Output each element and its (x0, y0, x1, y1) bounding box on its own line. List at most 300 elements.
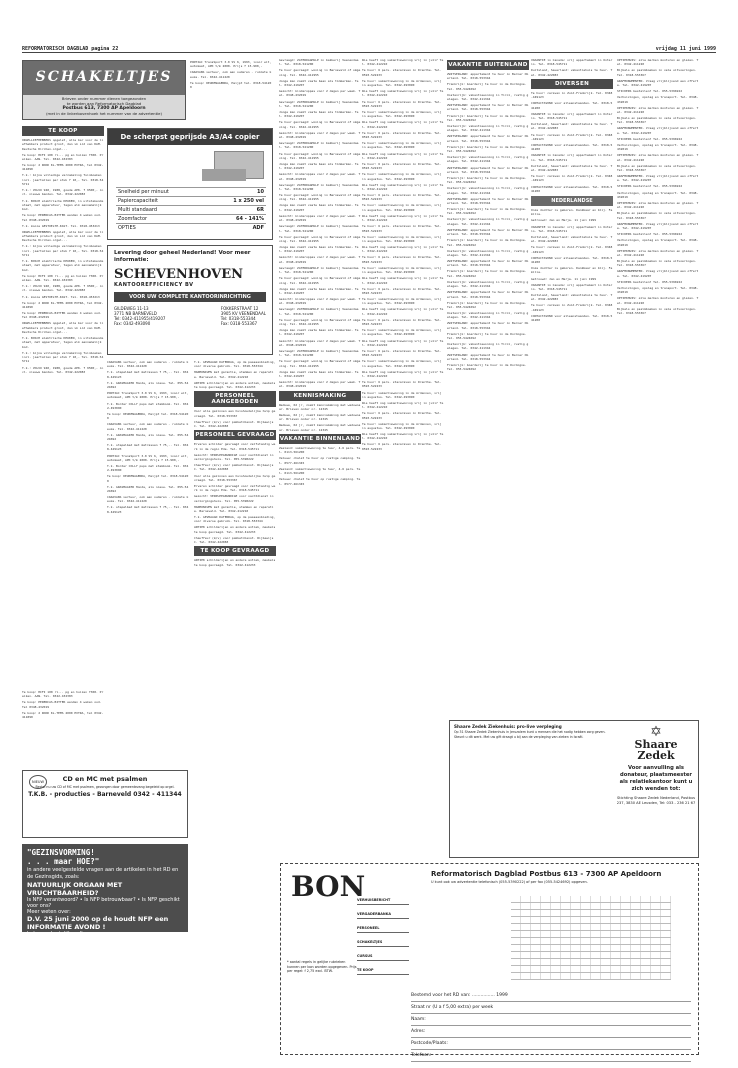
classified-ad: Oostenrijk: vakantiewoning in Tirol, rustig gelegen. Tel. 0342-411344 (447, 248, 529, 257)
classified-ad: Gevraagd: ZATERDAGHULP in bakkerij Veenendaal. Tel. 0318-541200 (279, 58, 359, 67)
classified-ad: Te huur: vakantiewoning in de Ardennen, vrij in augustus. Tel. 0342-493090 (362, 359, 442, 368)
classified-ad: Te koop: 2 ROOD KL-TEMS 2000 EXTRA, tel 0342-411890 (22, 163, 104, 172)
classified-ad: Ervaren schilder gevraagd voor zelfstandig werk in de regio Ede. Tel. 0318-545711 (194, 483, 276, 493)
cd-mc-title: CD en MC met psalmen (62, 775, 148, 783)
classified-ad: Frankrijk: boerderij te huur in de Dordogne. Tel. 055-5424692 (447, 113, 527, 122)
classified-ad: Te huur: vakantiewoning in de Ardennen, vrij in augustus. Tel. 0342-493090 (362, 109, 442, 119)
classified-list (194, 409, 276, 428)
classified-ad: Gezocht: kinderoppas voor 2 dagen per week. Tel. 0348-432019 (279, 380, 361, 389)
classified-ad: ZWITSERLAND: appartement te huur in Berner Oberland. Tel. 0318-553344 (447, 196, 529, 205)
classified-ad: Bijbels en psalmboeken in vele uitvoeringen. Tel. 0318-553367 (617, 116, 697, 125)
classified-ad: Te koop: 2 ROOD KL-TEMS 2000 EXTRA, tel 0342-411890 (22, 710, 104, 720)
classified-ad: Te huur: 6 pers. stacaravan in Drenthe. Tel. 0593-522233 (362, 348, 442, 358)
classified-ad: HARMONIUMS met garantie, stemmen en reparatie. Barneveld. Tel. 0342-412210 (194, 370, 274, 379)
gezins-line: "GEZINSVORMING! (27, 848, 95, 857)
field-name[interactable]: Naam: (411, 1014, 691, 1026)
classified-ad: Te huur: vakantiewoning in de Ardennen, vrij in augustus. Tel. 0342-493090 (362, 421, 442, 430)
classified-ad: Chauffeur (m/v) voor pakketdienst. Rijbewijs C. Tel. 0342-422083 (194, 419, 274, 429)
classified-ad: GRAFMONUMENTEN. Vraag vrijblijvend een offerte. Tel. 0342-419207 (617, 221, 699, 231)
masthead-date: vrijdag 11 juni 1999 (655, 46, 716, 52)
coupon-heading: Reformatorisch Dagblad Postbus 613 - 7300 AP Apeldoorn (431, 870, 662, 878)
shaare-logo: Shaare Zedek (634, 738, 678, 762)
classified-ad: Jonge man zoekt vaste baan als timmerman. Tel. 0342-419207 (279, 203, 359, 212)
classified-ad: T.k.: bijna volledige verzameling Tuinboeken incl. jaartallen per stuk f 10,- Tel. 0318-545711 (22, 173, 104, 187)
classified-ad: Oostenrijk: vakantiewoning in Tirol, rustig gelegen. Tel. 0342-411344 (447, 279, 529, 289)
classified-ad: ORGELLIEFHEBBERS opgelet, alle bar voor de liefhebbers product groot, dan vk Lid van KAM. Deutsche Kirchen-orgel... (22, 229, 104, 243)
classified-list (279, 58, 361, 389)
classified-ad: Verhuizingen, opslag en transport. Tel. 0348-432019 (617, 95, 699, 104)
classified-ad: Te huur gevraagd: woning in Barneveld of omgeving. Tel. 0342-411955 (279, 359, 361, 368)
spec-value: 10 (208, 188, 266, 197)
classified-ad: T.k. BOSCH elektrische KEUKEN, in uitstekende staat, met apparatuur, tegen elk aannemelijk bod. (22, 336, 104, 349)
classified-ad: T.k.: VOLVO 940, 1988, goede APK. f 9500,- incl. nieuwe banden. Tel. 0342-422083 (22, 284, 104, 293)
nieuw-badge: NIEUW (29, 775, 47, 789)
classified-ad: CARAVANS verhuur, ook aan ouderen - ruimste keuze. Tel. 0342-411220 (190, 70, 272, 79)
classified-ad: Wie heeft nog vakantiewoning vrij in juli? Tel. 0342-412210 (362, 182, 444, 191)
classified-ad: Duitsland, Sauerland: vakantiehuis te huur. Tel. 0342-422083 (531, 234, 613, 244)
gezins-headline (22, 844, 188, 866)
schevenhoven-intro: Levering door geheel Nederland! Voor meer informatie: (114, 250, 251, 263)
classified-ad: Te huur: caravan in Zuid-Frankrijk. Tel. 0348-449123 (531, 245, 613, 254)
section-head: KENNISMAKING (279, 391, 361, 401)
classified-ad: Te huur: vakantiewoning in de Ardennen, vrij in augustus. Tel. 0342-493090 (362, 390, 442, 399)
classified-ad: Wie heeft nog vakantiewoning vrij in juli? Tel. 0342-412210 (362, 213, 444, 223)
copier-ad (107, 128, 273, 240)
classified-ad: Frankrijk: boerderij te huur in de Dordogne. Tel. 055-5424692 (447, 238, 527, 247)
classified-ad: Gevraagd: ZATERDAGHULP in bakkerij Veenendaal. Tel. 0318-541200 (279, 99, 359, 108)
column-b (107, 360, 189, 516)
classified-ad: ANTIEK schilderijen en andere antiek, meubels te koop gevraagd. Tel. 0342-412233 (194, 558, 276, 567)
rubric-option[interactable]: CURSUS (357, 952, 409, 961)
classified-ad: Te huur gevraagd: woning in Barneveld of omgeving. Tel. 0342-411955 (279, 151, 361, 160)
classified-ad: Oostenrijk: vakantiewoning in Tirol, rustig gelegen. Tel. 0342-411344 (447, 92, 529, 102)
classified-ad: Onze dochter is geboren. Dankbaar en blij. Familie. (531, 266, 613, 275)
section-head: TE KOOP GEVRAAGD (194, 546, 276, 556)
classified-ad: Gevraagd: ZATERDAGHULP in bakkerij Veenendaal. Tel. 0318-541200 (279, 307, 359, 316)
classified-ad: STICKERS bestellen? Tel. 055-5390222 (617, 184, 683, 189)
schakeltjes-line: (met in de linkerbovenhoek het nummer van de advertentie) (46, 111, 162, 116)
classified-ad: Te huur: 6 pers. stacaravan in Drenthe. Tel. 0593-522233 (362, 380, 442, 389)
classified-ad: Jonge man zoekt vaste baan als timmerman. Tel. 0342-419207 (279, 369, 359, 379)
spec-row (116, 188, 266, 197)
classified-ad: Bijbels en psalmboeken in vele uitvoeringen. Tel. 0318-553367 (617, 259, 697, 268)
rubric-option[interactable]: SCHAKELTJES (357, 938, 409, 947)
field-publish-date[interactable]: Bestemd voor het RD van: ................ 1999 (411, 990, 691, 1002)
coupon-letter-grid[interactable] (511, 896, 671, 980)
classified-ad: Wie heeft nog vakantiewoning vrij in juli? Tel. 0342-412210 (362, 276, 444, 285)
classified-ad: Frankrijk: boerderij te huur in de Dordogne. Tel. 055-5424692 (447, 362, 527, 372)
classified-ad: Te huur: caravan in Zuid-Frankrijk. Tel. 0348-449123 (531, 303, 613, 312)
classified-ad: T.k.: bijna volledige verzameling Tuinboeken incl. jaartallen per stuk f 10,- Tel. 0318-545711 (22, 244, 104, 257)
classified-ad: Zeeland: vakantiewoning te huur, 4-6 pers. Tel. 0113-561200 (279, 466, 361, 476)
classified-ad: Duitsland, Sauerland: vakantiehuis te huur. Tel. 0342-422083 (531, 122, 613, 131)
classified-list (447, 72, 529, 372)
classified-ad: OPTIEKHUIS: alle merken monturen en glazen. Tel. 0342-411220 (617, 58, 699, 67)
classified-ad: HARMONIUMS met garantie, stemmen en reparatie. Barneveld. Tel. 0342-412210 (194, 504, 274, 513)
classified-ad: Weduwe, 62 jr, zoekt kennismaking met weduwnaar. Brieven onder nr. 12345 (279, 402, 361, 411)
classified-ad: Verhuizingen, opslag en transport. Tel. 0348-432019 (617, 142, 699, 152)
classified-ad: Te huur: caravan in Zuid-Frankrijk. Tel. 0348-449123 (531, 132, 613, 141)
classified-ad: Weduwe, 62 jr, zoekt kennismaking met weduwnaar. Brieven onder nr. 12345 (279, 423, 361, 432)
classified-ad: T.k. Border COLLY pups met stamboom. Tel. 0342-493090 (107, 401, 189, 410)
letter-row[interactable] (511, 896, 671, 903)
classified-ad: Bijbels en psalmboeken in vele uitvoeringen. Tel. 0318-553367 (617, 306, 697, 315)
classified-ad: T.k. GRASMAAIER Honda, als nieuw. Tel. 055-5424692 (107, 432, 189, 442)
schakeltjes-subtitle (23, 95, 185, 117)
classified-ad: T.k.: bijna volledige verzameling Tuinboeken incl. jaartallen per stuk f 10,- Tel. 0318-545711 (22, 350, 104, 364)
classified-ad: STICKERS bestellen? Tel. 055-5390222 (617, 136, 683, 141)
letter-row[interactable] (511, 903, 671, 910)
classified-ad: Te koop: PERENCAS-BITTER eenden 4 weken oud. Tel 0348-432019 (22, 311, 102, 320)
classified-ad: Duitsland, Sauerland: vakantiehuis te huur. Tel. 0342-422083 (531, 68, 613, 77)
copier-tray-image (202, 169, 246, 181)
spec-row (116, 224, 266, 233)
classified-ad: Oostenrijk: vakantiewoning in Tirol, rustig gelegen. Tel. 0342-411344 (447, 342, 529, 351)
column-a-bottom (22, 690, 104, 721)
classified-ad: PONTIAC TransSport 3.0 SV 6, 1993, ivoor wit, automaat, APK t/m 2000. Prijs f 15.900,- (107, 453, 189, 462)
classified-ad: Te koop: HIFI 100 rl... pg en huizen f300. Pr eiken. AAN. Tel. 0342-432383 (22, 690, 104, 699)
classified-ad: Wie heeft nog vakantiewoning vrij in juli? Tel. 0342-412210 (362, 89, 444, 98)
classified-ad: Wie heeft nog vakantiewoning vrij in juli? Tel. 0342-412210 (362, 58, 444, 67)
classified-ad: Veluwe: chalet te huur op rustige camping. Tel. 0577-461345 (279, 477, 361, 486)
schevenhoven-logo (108, 264, 272, 288)
classified-ad: Duitsland, Sauerland: vakantiehuis te huur. Tel. 0342-422083 (531, 293, 613, 302)
column-e (362, 58, 444, 453)
classified-ad: Oostenrijk: vakantiewoning in Tirol, rustig gelegen. Tel. 0342-411344 (447, 155, 529, 164)
classified-ad: Gezocht: kinderoppas voor 2 dagen per week. Tel. 0348-432019 (279, 130, 361, 140)
classified-ad: T.k. mooie GESTOELTE-KAST. Tel. 0318-453213 (22, 223, 100, 228)
letter-row[interactable] (511, 931, 671, 938)
classified-ad: ZWITSERLAND: appartement te huur in Berner Oberland. Tel. 0318-553344 (447, 290, 529, 299)
classified-ad: Te huur: 6 pers. stacaravan in Drenthe. Tel. 0593-522233 (362, 161, 442, 171)
letter-row[interactable] (511, 938, 671, 945)
classified-ad: Frankrijk: boerderij te huur in de Dordogne. Tel. 055-5424692 (447, 82, 527, 91)
classified-list (194, 442, 276, 544)
classified-ad: ZWITSERLAND: appartement te huur in Berner Oberland. Tel. 0318-553344 (447, 103, 529, 112)
cd-mc-footer: T.K.B. - producties - Barneveld 0342 - 411344 (28, 791, 182, 799)
letter-row[interactable] (511, 952, 671, 959)
letter-row[interactable] (511, 966, 671, 973)
column-d (279, 58, 361, 488)
classified-ad: Jonge man zoekt vaste baan als timmerman. Tel. 0342-419207 (279, 328, 359, 337)
gezins-intro: in andere veelgestelde vragen aan de artikelen in het RD en de Gezinsgids, zoals: (27, 867, 179, 880)
classified-ad: Te huur gevraagd: woning in Barneveld of omgeving. Tel. 0342-411955 (279, 120, 361, 129)
classified-ad: Verhuizingen, opslag en transport. Tel. 0348-432019 (617, 238, 699, 247)
classified-ad: OPTIEKHUIS: alle merken monturen en glazen. Tel. 0342-411220 (617, 105, 699, 114)
classified-ad: Frankrijk: boerderij te huur in de Dordogne. Tel. 055-5424692 (447, 269, 527, 278)
spec-row (116, 215, 266, 224)
schevenhoven-subname: KANTOOREFFICIENCY BV (114, 282, 194, 288)
classified-ad: Chauffeur (m/v) voor pakketdienst. Rijbewijs C. Tel. 0342-422083 (194, 535, 274, 545)
rubric-option[interactable]: PERSONEEL (357, 924, 409, 933)
letter-row[interactable] (511, 959, 671, 966)
classified-ad: T.k. BOSCH elektrische KEUKEN, in uitstekende staat, met apparatuur, tegen elk aannemelijk bod. (22, 259, 104, 272)
letter-row[interactable] (511, 910, 671, 917)
classified-ad: Te huur gevraagd: woning in Barneveld of omgeving. Tel. 0342-411955 (279, 234, 361, 243)
classified-ad: Gezocht: kinderoppas voor 2 dagen per week. Tel. 0348-432019 (279, 172, 361, 181)
spec-value: 1 x 250 vel (208, 197, 266, 206)
shaare-zedek-ad (449, 720, 699, 858)
classified-ad: Wie heeft nog vakantiewoning vrij in juli? Tel. 0342-412210 (362, 120, 444, 129)
schevenhoven-addresses (108, 306, 272, 326)
classified-ad: Voor alle gezinnen een huishoudelijke hulp gevraagd. Tel. 0318-553367 (194, 409, 276, 418)
classified-ad: Te huur: 6 pers. stacaravan in Drenthe. Tel. 0593-522233 (362, 99, 442, 108)
shaare-left (454, 725, 612, 739)
classified-ad: ZWITSERLAND: appartement te huur in Berner Oberland. Tel. 0318-553344 (447, 259, 529, 268)
field-phone[interactable]: Telefoon: (411, 1050, 691, 1062)
classified-ad: ORGELLIEFHEBBERS opgelet, alle bar voor de liefhebbers product groot, dan vk Lid van KAM. Deutsche Kirchen-orgel... (22, 321, 104, 335)
classified-ad: Te huur gevraagd: woning in Barneveld of omgeving. Tel. 0342-411955 (279, 193, 361, 202)
classified-ad: Te huur: vakantiewoning in de Ardennen, vrij in augustus. Tel. 0342-493090 (362, 172, 442, 181)
classified-ad: Te huur: vakantiewoning in de Ardennen, vrij in augustus. Tel. 0342-493090 (362, 265, 442, 275)
classified-ad: VAKANTIE in Canada: vrij appartement in Ontario. Tel. 0318-545711 (531, 282, 613, 291)
classified-ad: Te huur: vakantiewoning in de Ardennen, vrij in augustus. Tel. 0342-493090 (362, 203, 442, 212)
classified-ad: Wie heeft nog vakantiewoning vrij in juli? Tel. 0342-412210 (362, 369, 444, 379)
classified-ad: Onze dochter is geboren. Dankbaar en blij. Familie. (531, 208, 613, 217)
classified-ad: T.k. mooie GESTOELTE-KAST. Tel. 0318-453213 (22, 294, 100, 299)
schakeltjes-header (22, 60, 186, 120)
classified-ad: Te koop: KEUKENAGENDA, Heijpt tel. 0318-541200 (190, 80, 272, 90)
classified-ad: OPTIEKHUIS: alle merken monturen en glazen. Tel. 0342-411220 (617, 200, 699, 210)
classified-ad: ZWITSERLAND: appartement te huur in Berner Oberland. Tel. 0318-553344 (447, 165, 529, 174)
classified-list (190, 60, 272, 89)
classified-ad: Te huur gevraagd: woning in Barneveld of omgeving. Tel. 0342-411955 (279, 317, 361, 327)
schakeltjes-title: SCHAKELTJES (23, 61, 185, 95)
classified-ad: VAKANTIE in Canada: vrij appartement in Ontario. Tel. 0318-545711 (531, 153, 613, 162)
classified-ad: Bijbels en psalmboeken in vele uitvoeringen. Tel. 0318-553367 (617, 68, 697, 77)
gezinsvorming-ad (22, 844, 188, 938)
classified-ad: T.k. BOSCH elektrische KEUKEN, in uitstekende staat, met apparatuur, tegen elk aannemelijk bod. (22, 198, 104, 212)
classified-list (194, 558, 276, 567)
classified-ad: CONTACTAVOND voor alleenstaanden. Tel. 0318-541200 (531, 313, 613, 323)
classified-ad: Jonge man zoekt vaste baan als timmerman. Tel. 0342-419207 (279, 78, 359, 88)
classified-ad: PONTIAC TransSport 3.0 SV 6, 1993, ivoor wit, automaat, APK t/m 2000. Prijs f 15.900,- (107, 391, 189, 400)
classified-ad: Te huur: 6 pers. stacaravan in Drenthe. Tel. 0593-522233 (362, 193, 442, 202)
schevenhoven-ad (107, 245, 273, 355)
classified-ad: ZWITSERLAND: appartement te huur in Berner Oberland. Tel. 0318-553344 (447, 72, 529, 81)
classified-ad: Te huur: vakantiewoning in de Ardennen, vrij in augustus. Tel. 0342-493090 (362, 328, 442, 337)
classified-ad: Te huur: 6 pers. stacaravan in Drenthe. Tel. 0593-522233 (362, 286, 442, 295)
classified-ad: VAKANTIE in Canada: vrij appartement in Ontario. Tel. 0318-545711 (531, 224, 613, 233)
classified-ad: Jonge man zoekt vaste baan als timmerman. Tel. 0342-419207 (279, 286, 359, 295)
classified-ad: T.k.: VOLVO 940, 1988, goede APK. f 9500,- incl. nieuwe banden. Tel. 0342-422083 (22, 188, 104, 197)
copier-ad-title: De scherpst geprijsde A3/A4 copier (108, 129, 272, 145)
classified-ad: STICKERS bestellen? Tel. 055-5390222 (617, 232, 683, 237)
classified-ad: Gezocht: VERPLEEGKUNDIGE voor nachtdienst in verzorgingshuis. Tel. 055-5390222 (194, 452, 274, 462)
classified-ad: T.k.: VOLVO 940, 1988, goede APK. f 9500,- incl. nieuwe banden. Tel. 0342-422083 (22, 365, 104, 374)
schevenhoven-name: SCHEVENHOVEN (114, 267, 244, 282)
rubric-option[interactable]: TE KOOP (357, 966, 409, 975)
classified-list (194, 360, 276, 389)
classified-ad: CARAVANS verhuur, ook aan ouderen - ruimste keuze. Tel. 0342-411220 (107, 495, 189, 504)
classified-ad: Oostenrijk: vakantiewoning in Tirol, rustig gelegen. Tel. 0342-411344 (447, 186, 529, 195)
classified-ad: Wie heeft nog vakantiewoning vrij in juli? Tel. 0342-412210 (362, 307, 444, 316)
classified-ad: STICKERS bestellen? Tel. 055-5390222 (617, 279, 683, 284)
column-f (447, 58, 529, 373)
classified-ad: ZWITSERLAND: appartement te huur in Berner Oberland. Tel. 0318-553344 (447, 134, 529, 143)
classified-ad: Te huur: 6 pers. stacaravan in Drenthe. Tel. 0593-522233 (362, 130, 442, 140)
schevenhoven-bar: VOOR UW COMPLETE KANTOORINRICHTING (114, 292, 266, 302)
copier-spec-table (116, 187, 266, 232)
classified-ad: T.k. GEVRAAGD DATENDAG, op de paasaanbieding, voor diverse gebruik. Tel. 0318-553344 (194, 515, 276, 524)
classified-ad: Te huur: 6 pers. stacaravan in Drenthe. Tel. 0593-522233 (362, 224, 442, 233)
classified-ad: Wie heeft nog vakantiewoning vrij in juli? Tel. 0342-412210 (362, 400, 444, 410)
classified-list (531, 58, 613, 77)
classified-ad: Oostenrijk: vakantiewoning in Tirol, rustig gelegen. Tel. 0342-411344 (447, 217, 529, 226)
classified-ad: Frankrijk: boerderij te huur in de Dordogne. Tel. 055-5424692 (447, 331, 527, 341)
classified-ad: GRAFMONUMENTEN. Vraag vrijblijvend een offerte. Tel. 0342-419207 (617, 126, 699, 135)
classified-ad: T.k. Border COLLY pups met stamboom. Tel. 0342-493090 (107, 463, 189, 473)
classified-ad: Bijbels en psalmboeken in vele uitvoeringen. Tel. 0318-553367 (617, 211, 697, 220)
field-postcode[interactable]: Postcode/Plaats: (411, 1038, 691, 1050)
schakeltjes-address: Postbus 613, 7300 AP Apeldoorn (62, 106, 146, 111)
field-extra[interactable]: Straat nr (U a f 5,00 extra) per week (411, 1002, 691, 1014)
classified-ad: CONTACTAVOND voor alleenstaanden. Tel. 0318-541200 (531, 101, 613, 110)
masthead-left: REFORMATORISCH DAGBLAD pagina 22 (22, 46, 119, 52)
classified-ad: Verhuizingen, opslag en transport. Tel. 0348-432019 (617, 190, 699, 199)
classified-ad: Ervaren schilder gevraagd voor zelfstandig werk in de regio Ede. Tel. 0318-545711 (194, 442, 276, 451)
classified-ad: GRAFMONUMENTEN. Vraag vrijblijvend een offerte. Tel. 0342-419207 (617, 174, 699, 183)
gezins-line: . . . maar HOE?" (27, 857, 100, 866)
section-head: VAKANTIE BINNENLAND (279, 436, 361, 443)
column-h (617, 58, 699, 317)
rubric-option[interactable]: VERGADERBANKA (357, 910, 409, 919)
classified-ad: T.k. GRASMAAIER Honda, als nieuw. Tel. 055-5424692 (107, 380, 189, 390)
classified-ad: CONTACTAVOND voor alleenstaanden. Tel. 0318-541200 (531, 142, 613, 152)
classified-ad: Te koop: 2 ROOD KL-TEMS 2000 EXTRA, tel 0342-411890 (22, 300, 104, 309)
classified-ad: GRAFMONUMENTEN. Vraag vrijblijvend een offerte. Tel. 0342-419207 (617, 78, 699, 88)
classified-ad: Voor alle gezinnen een huishoudelijke hulp gevraagd. Tel. 0318-553367 (194, 473, 276, 482)
letter-row[interactable] (511, 945, 671, 952)
classified-ad: Te huur: 6 pers. stacaravan in Drenthe. Tel. 0593-522233 (362, 317, 442, 327)
column-a (22, 124, 104, 376)
classified-ad: Te huur: vakantiewoning in de Ardennen, vrij in augustus. Tel. 0342-493090 (362, 141, 442, 150)
classified-ad: T.k. GEVRAAGD DATENDAG, op de paasaanbieding, voor diverse gebruik. Tel. 0318-553344 (194, 360, 276, 369)
shaare-donor-text: Voor aanvulling als donateur, plaatsmeester als relatiekantoor kunt u zich wenden tot: (619, 765, 693, 792)
spec-value: 64 - 141% (208, 215, 266, 224)
classified-ad: ANTIEK schilderijen en andere antiek, meubels te koop gevraagd. Tel. 0342-412233 (194, 380, 276, 390)
column-c (194, 360, 276, 569)
classified-ad: Jonge man zoekt vaste baan als timmerman. Tel. 0342-419207 (279, 109, 359, 119)
section-head: VAKANTIE BUITENLAND (448, 62, 528, 68)
classified-ad: Te huur: 6 pers. stacaravan in Drenthe. Tel. 0593-522233 (362, 68, 442, 77)
classified-ad: Te koop: KEUKENAGENDA, Heijpt tel. 0318-541200 (107, 411, 189, 421)
classified-ad: ZWITSERLAND: appartement te huur in Berner Oberland. Tel. 0318-553344 (447, 321, 529, 330)
classified-ad: Te huur: vakantiewoning in de Ardennen, vrij in augustus. Tel. 0342-493090 (362, 296, 442, 306)
classified-list (279, 446, 361, 486)
classified-ad: ANTIEK schilderijen en andere antiek, meubels te koop gevraagd. Tel. 0342-412233 (194, 525, 276, 534)
classified-ad: Frankrijk: boerderij te huur in de Dordogne. Tel. 055-5424692 (447, 300, 527, 309)
classified-ad: Gevraagd: ZATERDAGHULP in bakkerij Veenendaal. Tel. 0318-541200 (279, 141, 359, 150)
classified-ad: T.k. stapelbed met matrassen f 75,-. Tel. 0348-449123 (107, 443, 189, 452)
classified-ad: GRAFMONUMENTEN. Vraag vrijblijvend een offerte. Tel. 0342-419207 (617, 269, 699, 278)
spec-value: ADF (208, 224, 266, 233)
classified-ad: CARAVANS verhuur, ook aan ouderen - ruimste keuze. Tel. 0342-411220 (107, 360, 189, 369)
classified-ad: Te huur: caravan in Zuid-Frankrijk. Tel. 0348-449123 (531, 174, 613, 183)
classified-ad: Wie heeft nog vakantiewoning vrij in juli? Tel. 0342-412210 (362, 432, 444, 441)
letter-row[interactable] (511, 917, 671, 924)
classified-ad: CARAVANS verhuur, ook aan ouderen - ruimste keuze. Tel. 0342-411220 (107, 422, 189, 431)
classified-ad: Getrouwd: Jan en Marja. 11 juni 1999 (531, 276, 597, 281)
spec-row (116, 206, 266, 215)
coupon-intro: U kunt ook uw advertentie telefonisch (055-5390222) of per fax (055-5424692) opgeven. (431, 880, 588, 884)
spec-label: Snelheid per minuut (116, 188, 208, 197)
field-address[interactable]: Adres: (411, 1026, 691, 1038)
classified-ad: Te koop: HIFI 100 rl... pg en huizen f300. Pr eiken. AAN. Tel. 0342-432383 (22, 152, 104, 161)
schakeltjes-line: Brieven onder nummer dienen toegezonden (61, 96, 147, 101)
cd-mc-body: Bestel nu uw CD of MC met psalmen, gezongen door gemeentezang begeleid op orgel. (35, 785, 175, 789)
classified-ad: Getrouwd: Jan en Marja. 11 juni 1999 (531, 218, 597, 223)
classified-ad: Frankrijk: boerderij te huur in de Dordogne. Tel. 055-5424692 (447, 207, 527, 216)
letter-row[interactable] (511, 973, 671, 980)
classified-list (362, 58, 444, 451)
classified-list (107, 360, 189, 514)
classified-ad: CONTACTAVOND voor alleenstaanden. Tel. 0318-541200 (531, 255, 613, 265)
rubric-option[interactable]: VERHUISBERICHT (357, 896, 409, 905)
gezins-more: Meer weten over: (27, 909, 71, 916)
section-head: PERSONEEL AANGEBODEN (194, 391, 276, 407)
classified-ad: OPTIEKHUIS: alle merken monturen en glazen. Tel. 0342-411220 (617, 153, 699, 162)
classified-ad: Veluwe: chalet te huur op rustige camping. Tel. 0577-461345 (279, 456, 361, 465)
classified-ad: Te huur: 6 pers. stacaravan in Drenthe. Tel. 0593-522233 (362, 411, 442, 420)
shaare-title: Shaare Zedek Ziekenhuis: pro-live verpleging (454, 724, 562, 729)
classified-ad: Te huur: vakantiewoning in de Ardennen, vrij in augustus. Tel. 0342-493090 (362, 234, 442, 243)
classified-ad: Te huur gevraagd: woning in Barneveld of omgeving. Tel. 0342-411955 (279, 276, 361, 285)
classified-ad: Te koop: PERENCAS-BITTER eenden 4 weken oud. Tel 0348-432019 (22, 700, 102, 709)
classified-ad: Wie heeft nog vakantiewoning vrij in juli? Tel. 0342-412210 (362, 245, 444, 254)
classified-ad: Te huur: 6 pers. stacaravan in Drenthe. Tel. 0593-522233 (362, 255, 442, 264)
classified-ad: VAKANTIE in Canada: vrij appartement in Ontario. Tel. 0318-545711 (531, 58, 613, 67)
masthead (22, 44, 716, 53)
classified-list (531, 91, 613, 193)
spec-label: Papiercapaciteit (116, 197, 208, 206)
classified-ad: Wie heeft nog vakantiewoning vrij in juli? Tel. 0342-412210 (362, 338, 444, 347)
classified-ad: Oostenrijk: vakantiewoning in Tirol, rustig gelegen. Tel. 0342-411344 (447, 123, 529, 133)
coupon-fields (411, 990, 691, 1062)
section-head: NEDERLANDSE (531, 196, 613, 206)
address-barneveld: GILDEWEG 11-13 3771 NB BARNEVELD Tel: 0342-411955/419207 Fax: 0342-493090 (114, 306, 166, 326)
classified-ad: Gezocht: kinderoppas voor 2 dagen per week. Tel. 0348-432019 (279, 296, 361, 306)
classified-list (279, 403, 361, 432)
classified-ad: Weduwe, 62 jr, zoekt kennismaking met weduwnaar. Brieven onder nr. 12345 (279, 413, 361, 422)
gezins-welcome: Iedereen hartelijk welkom (27, 931, 92, 938)
classified-ad: T.k. GRASMAAIER Honda, als nieuw. Tel. 055-5424692 (107, 484, 189, 493)
classified-ad: Te huur: 6 pers. stacaravan in Drenthe. Tel. 0593-522233 (362, 442, 442, 451)
coupon-side-note: * aantal regels in gelijke rubrieken kunnen per bon worden opgegeven. Prijs per regel: f 2,75 excl. BTW. (287, 960, 357, 973)
classified-list (22, 690, 104, 719)
classified-list (617, 58, 699, 315)
order-coupon (280, 863, 699, 1058)
classified-ad: VAKANTIE in Canada: vrij appartement in Ontario. Tel. 0318-545711 (531, 111, 613, 121)
shaare-right (616, 725, 696, 806)
classified-ad: Gezocht: kinderoppas voor 2 dagen per week. Tel. 0348-432019 (279, 213, 361, 223)
classified-list (22, 138, 104, 374)
letter-row[interactable] (511, 924, 671, 931)
classified-ad: Zeeland: vakantiewoning te huur, 4-6 pers. Tel. 0113-561200 (279, 446, 361, 455)
classified-ad: Gezocht: kinderoppas voor 2 dagen per week. Tel. 0348-432019 (279, 338, 361, 347)
classified-ad: ZWITSERLAND: appartement te huur in Berner Oberland. Tel. 0318-553344 (447, 352, 529, 361)
spec-label: Zoomfactor (116, 215, 208, 224)
classified-ad: Verhuizingen, opslag en transport. Tel. 0348-432019 (617, 285, 699, 295)
classified-ad: Wie heeft nog vakantiewoning vrij in juli? Tel. 0342-412210 (362, 151, 444, 160)
spec-label: Multi standaard (116, 206, 208, 215)
classified-ad: CONTACTAVOND voor alleenstaanden. Tel. 0318-541200 (531, 184, 613, 193)
classified-ad: OPTIEKHUIS: alle merken monturen en glazen. Tel. 0342-411220 (617, 248, 699, 257)
address-veenendaal: FOKKERSTRAAT 12 3905 KV VEENENDAAL Tel: 0318-553344 Fax: 0318-553367 (220, 306, 266, 326)
spec-label: OPTIES (116, 224, 208, 233)
star-of-david-icon: ✡ (650, 724, 662, 740)
classified-ad: ORGELLIEFHEBBERS opgelet, alle bar voor de liefhebbers product groot, dan vk Lid van KAM. Deutsche Kirchen-orgel... (22, 138, 104, 151)
